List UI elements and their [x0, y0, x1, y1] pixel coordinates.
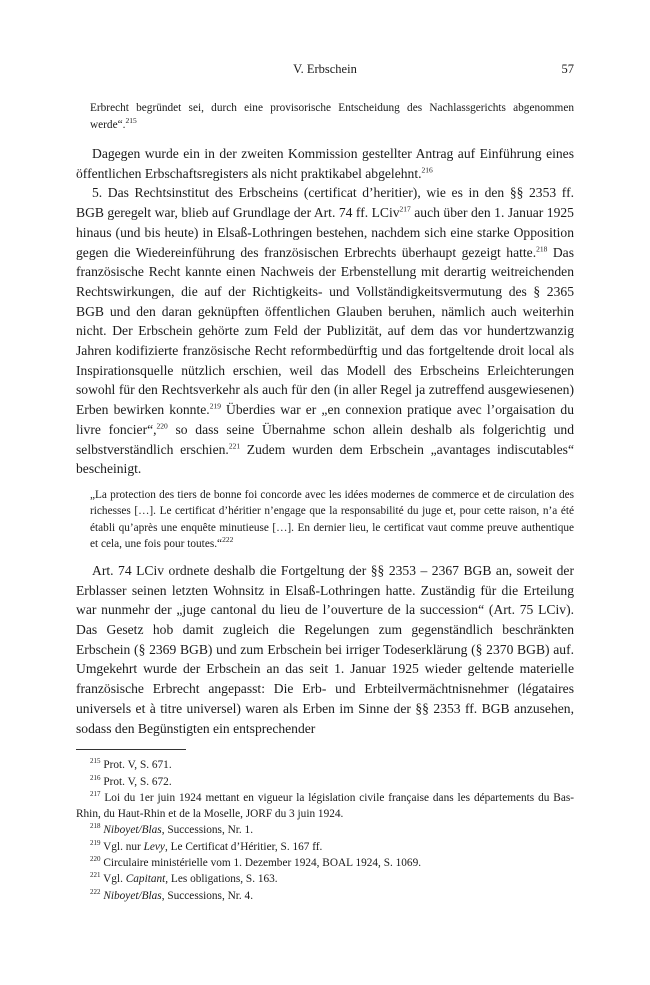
- footnote-ref-218[interactable]: 218: [536, 243, 548, 253]
- footnotes: [76, 757, 574, 904]
- footnote-222: $^{222}$ Niboyet/Blas, Successions, Nr. 4.: [90, 887, 254, 902]
- running-header: [76, 62, 574, 82]
- footnote-219: $^{219}$ Vgl. nur Levy, Le Certificat d’Héritier, S. 167 ff.: [90, 839, 323, 853]
- footnote-divider: [76, 749, 186, 750]
- footnote-216: $^{216}$ Prot. V, S. 672.: [90, 773, 172, 788]
- footnote-ref-216[interactable]: 216: [421, 165, 433, 175]
- paragraph-1: Dagegen wurde ein in der zweiten Kommission gestellter Antrag auf Einführung eines öffentlichen Erbschaftsregisters als nicht praktikabel abgelehnt.$^{216}$: [76, 146, 574, 181]
- footnote-215: $^{215}$ Prot. V, S. 671.: [90, 757, 172, 772]
- page: [76, 62, 574, 904]
- footnote-217: $^{217}$ Loi du 1er juin 1924 mettant en vigueur la législation civile française dans les départements du Bas-Rhin, du Haut-Rhin et de la Moselle, JORF du 3 juin 1924.: [76, 790, 574, 821]
- footnote-ref-222[interactable]: 222: [222, 535, 234, 545]
- page-number: 57: [561, 62, 574, 76]
- footnote-218: $^{218}$ Niboyet/Blas, Successions, Nr. 1.: [90, 822, 254, 837]
- footnote-ref-215[interactable]: 215: [125, 116, 137, 126]
- chapter-title: V. Erbschein: [293, 62, 357, 76]
- continued-quote: Erbrecht begründet sei, durch eine provisorische Entscheidung des Nachlassgerichts abgenommen werde“.$^{215}$: [90, 102, 574, 131]
- footnote-221: $^{221}$ Vgl. Capitant, Les obligations, S. 163.: [90, 871, 278, 886]
- footnote-ref-221[interactable]: 221: [228, 441, 241, 451]
- block-quote: „La protection des tiers de bonne foi concorde avec les idées modernes de commerce et de circulation des richesses […]. Le certificat d’héritier n’engage que la responsabilité du juge et, pour cette raison, n’a été établi qu’après une enquête minutieuse […]. En dernier lieu, le certificat vaut comme preuve authentique et cela, une fois pour toutes.“$^{222}$: [90, 488, 574, 551]
- footnote-ref-220[interactable]: 220: [156, 421, 168, 431]
- paragraph-3: Art. 74 LCiv ordnete deshalb die Fortgeltung der §§ 2353 – 2367 BGB an, soweit der Erblasser seinen letzten Wohnsitz in Elsaß-Lothringen hatte. Zuständig für die Erteilung war nunmehr der „juge cantonal du lieu de l’ouverture de la succession“ (Art. 75 LCiv). Das Gesetz hob damit zugleich die Regelungen zum gegenständlich beschränkten Erbschein (§ 2369 BGB) und zum Erbschein bei irriger Todeserklärung (§ 2370 BGB) auf. Umgekehrt wurde der Erbschein an das seit 1. Januar 1925 wieder geltende materielle französische Erbrecht angepasst: Die Erb- und Erbteilvermächtnisnehmer (légataires universels et à titre universel) waren als Erben im Sinne der §§ 2353 ff. BGB anzusehen, sodass den Begünstigten ein entsprechender: [76, 562, 574, 736]
- footnote-ref-217[interactable]: 217: [399, 204, 411, 214]
- footnote-ref-219[interactable]: 219: [209, 401, 221, 411]
- paragraph-2: 5. Das Rechtsinstitut des Erbscheins (certificat d’heritier), wie es in den §§ 2353 ff. BGB geregelt war, blieb auf Grundlage der Art. 74 ff. LCiv$^{217}$ auch über den 1. Januar 1925 hinaus (und bis heute) in Elsaß-Lothringen bestehen, nachdem sich eine starke Opposition gegen die Wiedereinführung des französischen Erbrechts überhaupt gezeigt hatte.$^{218}$ Das französische Recht kannte einen Nachweis der Erbenstellung mit derartig weitreichenden Rechtswirkungen, die auf der Richtigkeits- und Vollständigkeitsvermutung des § 2365 BGB und den daran geknüpften öffentlichen Glauben beruhen, nämlich auch weiterhin nicht. Der Erbschein gehörte zum Feld der Publizität, auf dem das vor hundertzwanzig Jahren kodifizierte französische Recht reformbedürftig und das fortgeltende droit local als Inspirationsquelle nützlich erschien, weil das Modell des Erbscheins Erleichterungen sowohl für den Rechtsverkehr als auch für den (in aller Regel ja zutreffend ausgewiesenen) Erben bewirken konnte.$^{219}$ Überdies war er „en connexion pratique avec l’orgaisation du livre foncier“,$^{220}$ so dass seine Übernahme schon allein deshalb als folgerichtig und selbstverständlich erschien.$^{221}$ Zudem wurden dem Erbschein „avantages indiscutables“ bescheinigt.: [76, 185, 575, 477]
- footnote-220: $^{220}$ Circulaire ministérielle vom 1. Dezember 1924, BOAL 1924, S. 1069.: [90, 855, 422, 870]
